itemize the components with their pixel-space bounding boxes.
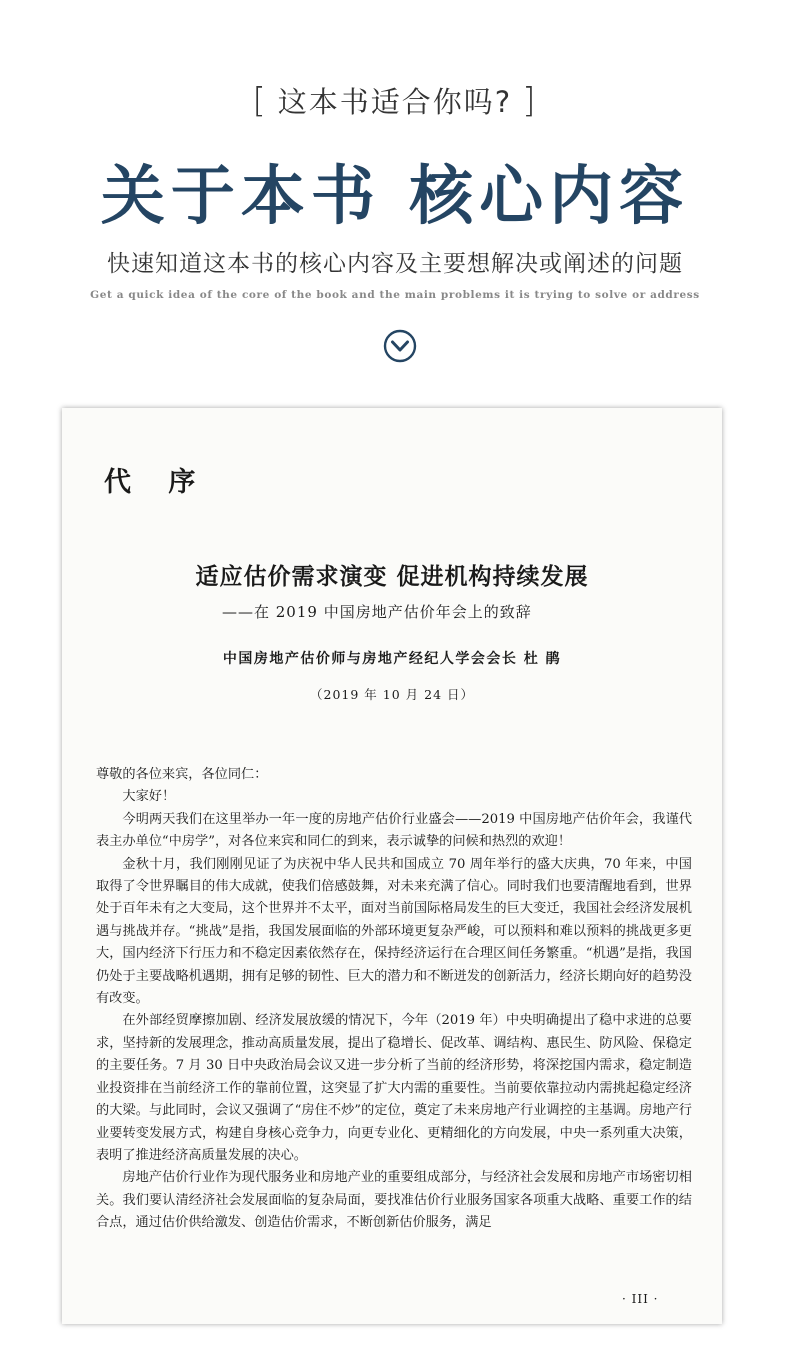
paragraph: 在外部经贸摩擦加剧、经济发展放缓的情况下，今年（2019 年）中央明确提出了稳中求进的总要求，坚持新的发展理念，推动高质量发展，提出了稳增长、促改革、调结构、惠民生、防风险、保稳定的主要任务。7 月 30 日中央政治局会议又进一步分析了当前的经济形势，将深挖国内需求，稳定制造业投资排在当前经济工作的靠前位置，这突显了扩大内需的重要性。当前要依靠拉动内需挑起稳定经济的大梁。与此同时，会议又强调了“房住不炒”的定位，奠定了未来房地产行业调控的主基调。房地产行业要转变发展方式，构建自身核心竞争力，向更专业化、更精细化的方向发展，中央一系列重大决策，表明了推进经济高质量发展的决心。	[96, 1013, 692, 1163]
subtitle-chinese: 快速知道这本书的核心内容及主要想解决或阐述的问题	[107, 251, 683, 277]
article-body	[96, 764, 692, 1235]
book-page-scan	[62, 408, 722, 1324]
paragraph: 大家好！	[122, 789, 176, 805]
main-title: 关于本书 核心内容	[100, 159, 690, 234]
article-title: 适应估价需求演变 促进机构持续发展	[195, 563, 589, 590]
bracket-left: [	[252, 80, 268, 121]
salutation: 尊敬的各位来宾，各位同仁：	[96, 767, 268, 782]
question-line	[0, 80, 790, 121]
header-section	[0, 0, 790, 400]
subtitle-english: Get a quick idea of the core of the book and the main problems it is trying to solve or address	[90, 289, 700, 301]
paragraph: 房地产估价行业作为现代服务业和房地产业的重要组成部分，与经济社会发展和房地产市场密切相关。我们要认清经济社会发展面临的复杂局面，要找准估价行业服务国家各项重大战略、重要工作的结合点，通过估价供给激发、创造估价需求，不断创新估价服务，满足	[96, 1170, 692, 1231]
paragraph: 金秋十月，我们刚刚见证了为庆祝中华人民共和国成立 70 周年举行的盛大庆典，70 年来，中国取得了令世界瞩目的伟大成就，使我们倍感鼓舞，对未来充满了信心。同时我们也要清醒地看到，世界处于百年未有之大变局，这个世界并不太平，面对当前国际格局发生的巨大变迁，我国社会经济发展机遇与挑战并存。“挑战”是指，我国发展面临的外部环境更复杂严峻，可以预料和难以预料的挑战更多更大，国内经济下行压力和不稳定因素依然存在，保持经济运行在合理区间任务繁重。“机遇”是指，我国仍处于主要战略机遇期，拥有足够的韧性、巨大的潜力和不断迸发的创新活力，经济长期向好的趋势没有改变。	[96, 856, 692, 1007]
chevron-down-circle-icon	[383, 329, 417, 363]
author-line: 中国房地产估价师与房地产经纪人学会会长 杜 鹃	[222, 651, 562, 667]
paragraph: 今明两天我们在这里举办一年一度的房地产估价行业盛会——2019 中国房地产估价年会，我谨代表主办单位“中房学”，对各位来宾和同仁的到来，表示诚挚的问候和热烈的欢迎！	[96, 811, 692, 850]
date-line: （2019 年 10 月 24 日）	[310, 687, 474, 702]
article-subtitle: ——在 2019 中国房地产估价年会上的致辞	[222, 603, 532, 621]
section-label: 代 序	[104, 467, 210, 498]
bracket-right: ]	[522, 80, 538, 121]
page-number: · III ·	[622, 1292, 659, 1306]
question-text: 这本书适合你吗?	[277, 85, 513, 119]
